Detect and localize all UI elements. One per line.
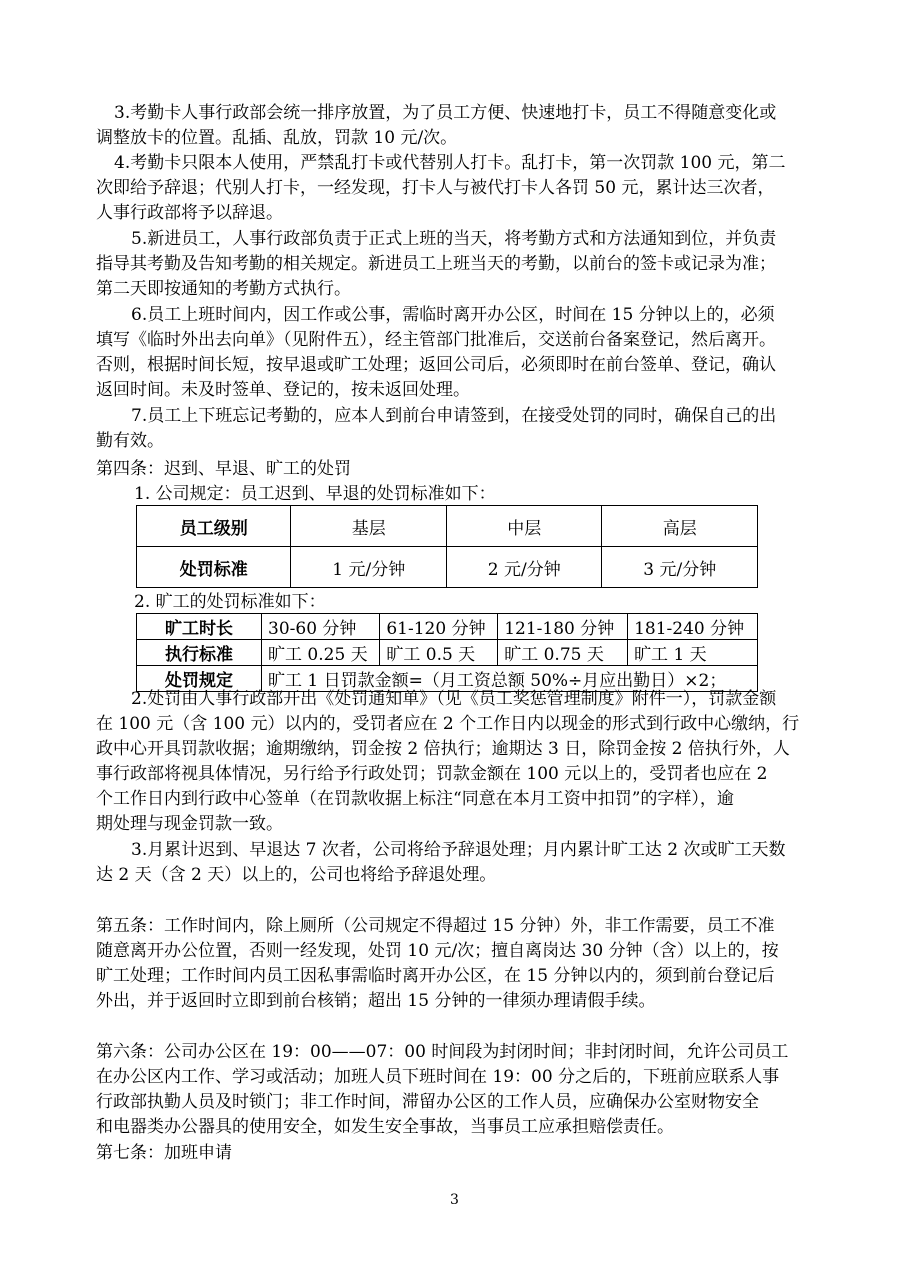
paragraph-5-line-3: 第二天即按通知的考勤方式执行。 [96,279,351,299]
article-4-title: 第四条：迟到、早退、旷工的处罚 [96,459,351,479]
table-cell: 处罚规定 [137,666,262,692]
paragraph-6-line-3: 否则，根据时间长短，按早退或旷工处理；返回公司后，必须即时在前台签单、登记，确认 [96,355,776,375]
penalty-2-line-5: 个工作日内到行政中心签单（在罚款收据上标注“同意在本月工资中扣罚”的字样），逾 [96,789,734,809]
article-5-line-4: 外出，并于返回时立即到前台核销；超出 15 分钟的一律须办理请假手续。 [96,991,656,1011]
table-row [137,506,758,547]
penalty-3-line-2: 达 2 天（含 2 天）以上的，公司也将给予辞退处理。 [96,865,497,885]
paragraph-7-line-1: 7.员工上下班忘记考勤的，应本人到前台申请签到，在接受处罚的同时，确保自己的出 [131,406,777,426]
penalty-2-line-1: 2.处罚由人事行政部开出《处罚通知单》（见《员工奖惩管理制度》附件一），罚款金额 [131,689,777,709]
table-cell: 1 元/分钟 [291,547,447,588]
table-cell: 旷工时长 [137,614,262,640]
penalty-3-line-1: 3.月累计迟到、早退达 7 次者，公司将给予辞退处理；月内累计旷工达 2 次或旷工天数 [131,840,786,860]
article-6-line-1: 第六条：公司办公区在 19：00——07：00 时间段为封闭时间；非封闭时间，允许公司员工 [96,1042,789,1062]
paragraph-3-line-1: 3.考勤卡人事行政部会统一排序放置，为了员工方便、快速地打卡，员工不得随意变化或 [114,103,777,123]
table-cell: 121-180 分钟 [498,614,628,640]
penalty-2-line-2: 在 100 元（含 100 元）以内的，受罚者应在 2 个工作日内以现金的形式到行政中心缴纳，行 [96,714,800,734]
table-row [137,640,758,666]
table-cell: 处罚标准 [137,547,291,588]
article-6-line-3: 行政部执勤人员及时锁门；非工作时间，滞留办公区的工作人员，应确保办公室财物安全 [96,1092,759,1112]
table-cell: 181-240 分钟 [628,614,758,640]
table-cell: 基层 [291,506,447,547]
paragraph-7-line-2: 勤有效。 [96,431,164,451]
article-7-title: 第七条：加班申请 [96,1143,232,1163]
paragraph-4-line-3: 人事行政部将予以辞退。 [96,203,283,223]
paragraph-6-line-2: 填写《临时外出去向单》（见附件五），经主管部门批准后，交送前台备案登记，然后离开。 [96,330,776,350]
table-cell: 中层 [446,506,602,547]
paragraph-4-line-2: 次即给予辞退；代别人打卡，一经发现，打卡人与被代打卡人各罚 50 元，累计达三次者， [96,178,775,198]
article-4-item-1: 1. 公司规定：员工迟到、早退的处罚标准如下： [134,484,496,504]
table-cell: 30-60 分钟 [262,614,380,640]
penalty-2-line-4: 事行政部将视具体情况，另行给予行政处罚；罚款金额在 100 元以上的，受罚者也应在 2 [96,764,768,784]
table-cell: 旷工 0.75 天 [498,640,628,666]
paragraph-3-line-2: 调整放卡的位置。乱插、乱放，罚款 10 元/次。 [96,128,458,148]
table-cell: 高层 [602,506,758,547]
table-cell: 执行标准 [137,640,262,666]
paragraph-5-line-2: 指导其考勤及告知考勤的相关规定。新进员工上班当天的考勤，以前台的签卡或记录为准； [96,254,776,274]
table-cell: 员工级别 [137,506,291,547]
article-6-line-4: 和电器类办公器具的使用安全，如发生安全事故，当事员工应承担赔偿责任。 [96,1117,674,1137]
penalty-2-line-6: 期处理与现金罚款一致。 [96,814,283,834]
table-cell: 61-120 分钟 [380,614,498,640]
table-row [137,547,758,588]
table-cell: 2 元/分钟 [446,547,602,588]
article-6-line-2: 在办公区内工作、学习或活动；加班人员下班时间在 19：00 分之后的，下班前应联系人事 [96,1067,780,1087]
page-number: 3 [450,1192,459,1208]
penalty-2-line-3: 政中心开具罚款收据；逾期缴纳，罚金按 2 倍执行；逾期达 3 日，除罚金按 2 倍执行外，人 [96,739,790,759]
paragraph-5-line-1: 5.新进员工，人事行政部负责于正式上班的当天，将考勤方式和方法通知到位，并负责 [131,229,777,249]
table-cell: 旷工 0.25 天 [262,640,380,666]
paragraph-6-line-4: 返回时间。未及时签单、登记的，按未返回处理。 [96,380,470,400]
table-cell: 旷工 0.5 天 [380,640,498,666]
table-cell: 旷工 1 日罚款金额=（月工资总额 50%÷月应出勤日）×2； [262,666,758,692]
paragraph-4-line-1: 4.考勤卡只限本人使用，严禁乱打卡或代替别人打卡。乱打卡，第一次罚款 100 元，第二 [114,153,786,173]
article-5-line-1: 第五条：工作时间内，除上厕所（公司规定不得超过 15 分钟）外，非工作需要，员工不准 [96,916,775,936]
article-5-line-2: 随意离开办公位置，否则一经发现，处罚 10 元/次；擅自离岗达 30 分钟（含）以上的，按 [96,941,779,961]
absenteeism-penalty-table [136,613,758,692]
article-4-item-2: 2. 旷工的处罚标准如下： [134,592,326,612]
article-5-line-3: 旷工处理；工作时间内员工因私事需临时离开办公区，在 15 分钟以内的，须到前台登记后 [96,966,775,986]
table-cell: 3 元/分钟 [602,547,758,588]
paragraph-6-line-1: 6.员工上班时间内，因工作或公事，需临时离开办公区，时间在 15 分钟以上的，必须 [131,305,775,325]
table-row [137,614,758,640]
table-cell: 旷工 1 天 [628,640,758,666]
tardiness-penalty-table [136,505,758,588]
